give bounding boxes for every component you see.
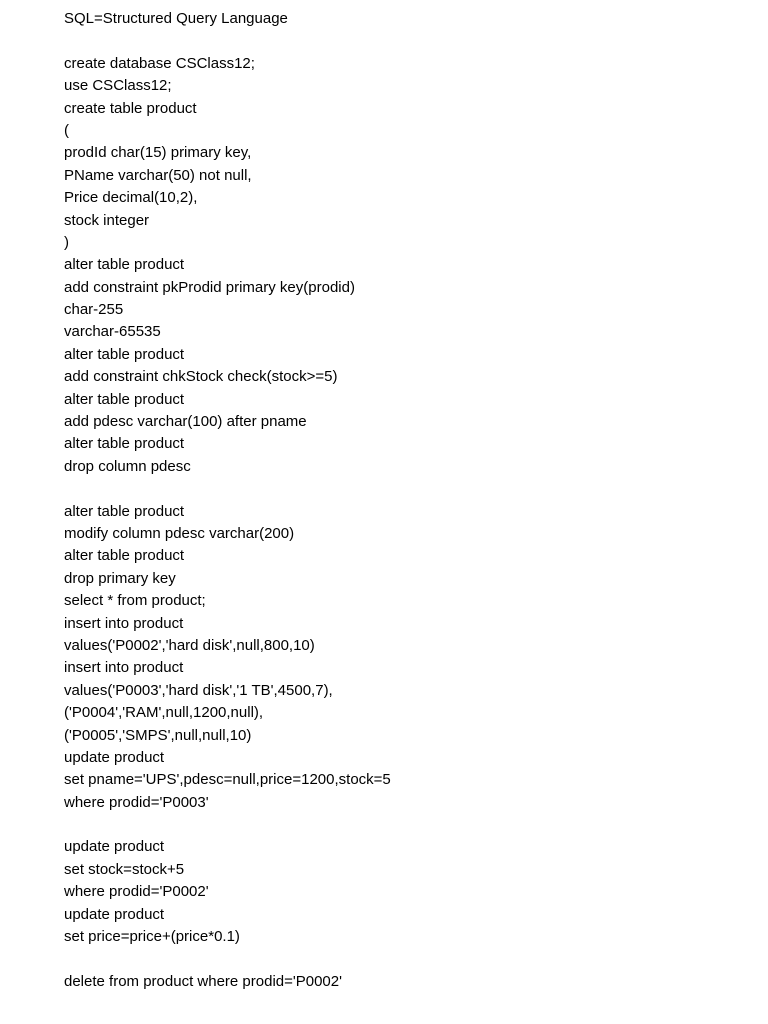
text-line: insert into product — [64, 614, 184, 632]
text-line: select * from product; — [64, 592, 206, 610]
text-line: drop primary key — [64, 569, 176, 587]
text-line: create database CSClass12; — [64, 54, 255, 72]
text-line: insert into product — [64, 659, 184, 677]
text-line: create table product — [64, 99, 197, 117]
blank-line — [64, 814, 754, 836]
text-line: use CSClass12; — [64, 77, 172, 95]
text-line: drop column pdesc — [64, 457, 191, 475]
text-line: add pdesc varchar(100) after pname — [64, 413, 307, 431]
text-line: alter table product — [64, 547, 185, 565]
text-line: ('P0005','SMPS',null,null,10) — [64, 726, 252, 744]
text-line: where prodid='P0002' — [64, 883, 209, 901]
text-line: update product — [64, 748, 165, 766]
blank-line — [64, 478, 754, 500]
text-line: set pname='UPS',pdesc=null,price=1200,stock=5 — [64, 771, 391, 789]
text-line: set stock=stock+5 — [64, 860, 185, 878]
blank-line — [64, 948, 754, 970]
text-line: alter table product — [64, 435, 185, 453]
document-title: SQL=Structured Query Language — [64, 10, 288, 27]
text-line: prodId char(15) primary key, — [64, 144, 252, 162]
text-line: values('P0003','hard disk','1 TB',4500,7), — [64, 681, 333, 699]
text-line: update product — [64, 905, 165, 923]
text-line: stock integer — [64, 211, 150, 229]
text-line: where prodid='P0003' — [64, 793, 209, 811]
text-line: char-255 — [64, 301, 124, 319]
text-line: varchar-65535 — [64, 323, 161, 341]
text-line: add constraint chkStock check(stock>=5) — [64, 368, 338, 386]
text-line: PName varchar(50) not null, — [64, 166, 252, 184]
text-line: ) — [64, 233, 69, 251]
text-line: modify column pdesc varchar(200) — [64, 524, 295, 542]
text-line: alter table product — [64, 345, 185, 363]
text-line: ( — [64, 121, 69, 139]
blank-line — [64, 30, 754, 52]
document-body — [64, 8, 754, 993]
text-line: ('P0004','RAM',null,1200,null), — [64, 704, 264, 722]
text-line: alter table product — [64, 256, 185, 274]
text-line: delete from product where prodid='P0002' — [64, 972, 342, 990]
text-line: alter table product — [64, 502, 185, 520]
text-line: Price decimal(10,2), — [64, 189, 198, 207]
text-line: alter table product — [64, 390, 185, 408]
text-line: add constraint pkProdid primary key(prodid) — [64, 278, 355, 296]
text-line: set price=price+(price*0.1) — [64, 928, 240, 946]
text-line: values('P0002','hard disk',null,800,10) — [64, 636, 315, 654]
text-line: update product — [64, 838, 165, 856]
